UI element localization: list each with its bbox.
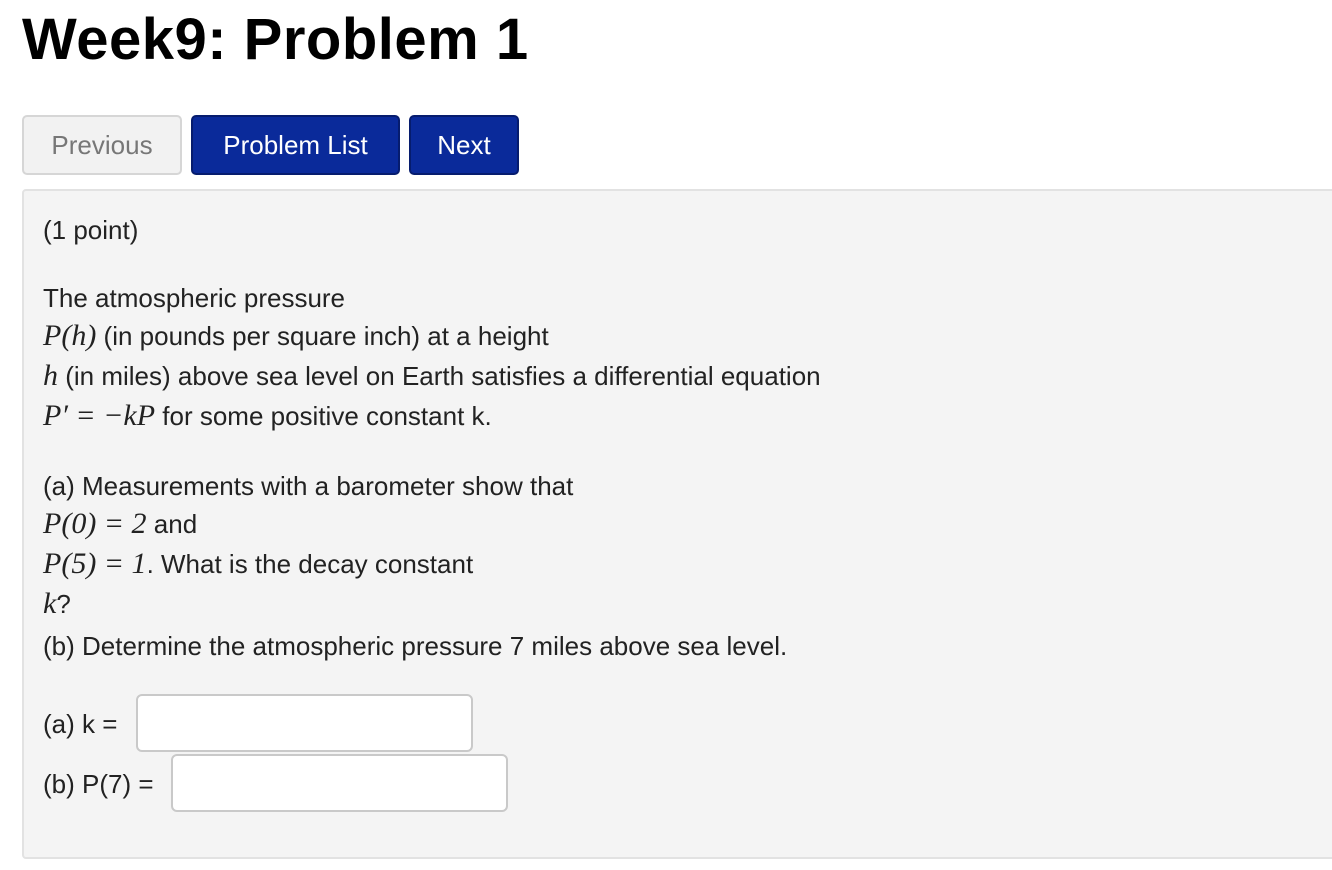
problem-list-button[interactable]: Problem List [191, 115, 400, 175]
problem-navigation [22, 115, 519, 175]
intro-line-1: The atmospheric pressure [43, 283, 346, 313]
math-h: h [43, 359, 58, 392]
page-title: Week9: Problem 1 [22, 7, 529, 72]
intro-line-4-text: for some positive constant k. [155, 401, 492, 431]
part-a-line-3 [43, 547, 473, 581]
math-p-of-5: P(5) = 1 [43, 547, 147, 580]
answer-b-input[interactable] [171, 754, 508, 812]
intro-line-4 [43, 399, 492, 433]
math-k: k [43, 587, 57, 620]
math-differential-equation: P′ = −kP [43, 399, 156, 432]
intro-line-2 [43, 319, 549, 353]
part-a-line-3-text: . What is the decay constant [146, 549, 474, 579]
point-value: (1 point) [43, 215, 139, 245]
answer-a-label: (a) k = [43, 709, 118, 739]
intro-line-3 [43, 359, 821, 393]
answer-a-input[interactable] [136, 694, 473, 752]
problem-body [22, 189, 1332, 859]
answer-b-label: (b) P(7) = [43, 769, 154, 799]
previous-button[interactable]: Previous [22, 115, 182, 175]
part-a-line-2 [43, 507, 197, 541]
math-p-of-0: P(0) = 2 [43, 507, 147, 540]
part-a-line-1: (a) Measurements with a barometer show that [43, 471, 574, 501]
part-b-text: (b) Determine the atmospheric pressure 7 miles above sea level. [43, 631, 788, 661]
next-button[interactable]: Next [409, 115, 519, 175]
math-p-of-h: P(h) [43, 319, 97, 352]
intro-line-3-text: (in miles) above sea level on Earth satisfies a differential equation [58, 361, 821, 391]
part-a-line-4 [43, 587, 71, 621]
part-a-line-2-text: and [146, 509, 198, 539]
intro-line-2-text: (in pounds per square inch) at a height [96, 321, 549, 351]
part-a-line-4-text: ? [56, 589, 71, 619]
